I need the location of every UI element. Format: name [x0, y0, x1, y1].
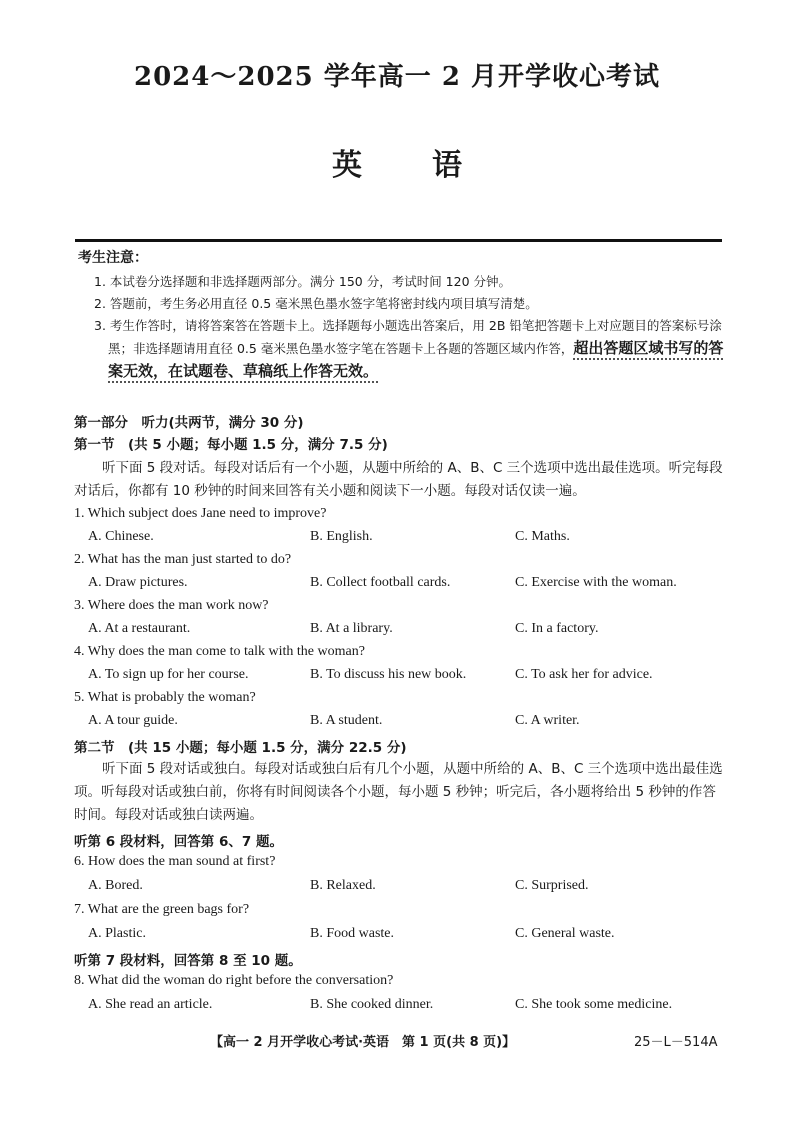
q3-option-a: A. At a restaurant. — [88, 621, 191, 636]
question-4: 4. Why does the man come to talk with the woman? — [74, 644, 365, 659]
q8-option-b: B. She cooked dinner. — [310, 997, 434, 1012]
q4-option-a: A. To sign up for her course. — [88, 667, 249, 682]
q1-option-c: C. Maths. — [515, 529, 570, 544]
notice-item-3 — [78, 315, 726, 383]
section1-heading: 第一节 (共 5 小题；每小题 1.5 分，满分 7.5 分) — [74, 437, 388, 453]
q8-option-c: C. She took some medicine. — [515, 997, 673, 1012]
q3-option-c: C. In a factory. — [515, 621, 599, 636]
q7-option-c: C. General waste. — [515, 926, 615, 941]
notice-emphasis: 超出答题区域书写的答案无效，在试题卷、草稿纸上作答无效。 — [108, 339, 724, 380]
notice-title: 考生注意： — [78, 250, 148, 266]
question-6: 6. How does the man sound at first? — [74, 854, 276, 869]
q7-option-b: B. Food waste. — [310, 926, 394, 941]
q1-option-a: A. Chinese. — [88, 529, 154, 544]
question-3: 3. Where does the man work now? — [74, 598, 269, 613]
section2-heading: 第二节 (共 15 小题；每小题 1.5 分，满分 22.5 分) — [74, 740, 407, 756]
q2-option-c: C. Exercise with the woman. — [515, 575, 677, 590]
part1-block — [74, 411, 726, 503]
section2-instructions: 听下面 5 段对话或独白。每段对话或独白后有几个小题，从题中所给的 A、B、C 三个选项中选出最佳选项。听每段对话或独白前，你将有时间阅读各个小题，每小题 5 秒钟；听完后，各小题将给出 5 秒钟的作答时间。每段对话或独白读两遍。 — [74, 761, 723, 823]
question-2: 2. What has the man just started to do? — [74, 552, 292, 567]
header-divider — [75, 239, 722, 242]
subject-title: 英语 — [332, 148, 532, 183]
q5-option-b: B. A student. — [310, 713, 383, 728]
section2-block — [74, 736, 726, 827]
question-7: 7. What are the green bags for? — [74, 902, 250, 917]
notice-item-1: 1. 本试卷分选择题和非选择题两部分。满分 150 分，考试时间 120 分钟。 — [94, 274, 512, 289]
q5-option-a: A. A tour guide. — [88, 713, 178, 728]
material-7-instruction: 听第 7 段材料，回答第 8 至 10 题。 — [74, 953, 302, 969]
part1-heading: 第一部分 听力(共两节，满分 30 分) — [74, 415, 304, 431]
notice-item-2: 2. 答题前，考生务必用直径 0.5 毫米黑色墨水签字笔将密封线内项目填写清楚。 — [94, 296, 538, 311]
q3-option-b: B. At a library. — [310, 621, 393, 636]
q6-option-a: A. Bored. — [88, 878, 143, 893]
q4-option-b: B. To discuss his new book. — [310, 667, 467, 682]
q2-option-a: A. Draw pictures. — [88, 575, 188, 590]
q4-option-c: C. To ask her for advice. — [515, 667, 653, 682]
q7-option-a: A. Plastic. — [88, 926, 146, 941]
notice-item-3-text: 3. 考生作答时，请将答案答在答题卡上。选择题每小题选出答案后，用 2B 铅笔把答题卡上对应题目的答案标号涂黑；非选择题请用直径 0.5 毫米黑色墨水签字笔在答题卡上各题的答题区域内作答， — [94, 318, 722, 356]
question-5: 5. What is probably the woman? — [74, 690, 256, 705]
q6-option-b: B. Relaxed. — [310, 878, 376, 893]
question-1: 1. Which subject does Jane need to improve? — [74, 506, 327, 521]
question-8: 8. What did the woman do right before the conversation? — [74, 973, 394, 988]
q6-option-c: C. Surprised. — [515, 878, 589, 893]
q1-option-b: B. English. — [310, 529, 373, 544]
section1-instructions: 听下面 5 段对话。每段对话后有一个小题，从题中所给的 A、B、C 三个选项中选出最佳选项。听完每段对话后，你都有 10 秒钟的时间来回答有关小题和阅读下一小题。每段对话仅读一遍。 — [74, 460, 723, 499]
footer-page-info: 【高一 2 月开学收心考试·英语 第 1 页(共 8 页)】 — [210, 1035, 516, 1050]
candidate-notice — [78, 247, 726, 383]
exam-title: 2024～2025 学年高一 2 月开学收心考试 — [134, 62, 660, 92]
q2-option-b: B. Collect football cards. — [310, 575, 451, 590]
material-6-instruction: 听第 6 段材料，回答第 6、7 题。 — [74, 834, 283, 850]
footer-code: 25－L－514A — [634, 1035, 718, 1050]
q5-option-c: C. A writer. — [515, 713, 580, 728]
q8-option-a: A. She read an article. — [88, 997, 213, 1012]
